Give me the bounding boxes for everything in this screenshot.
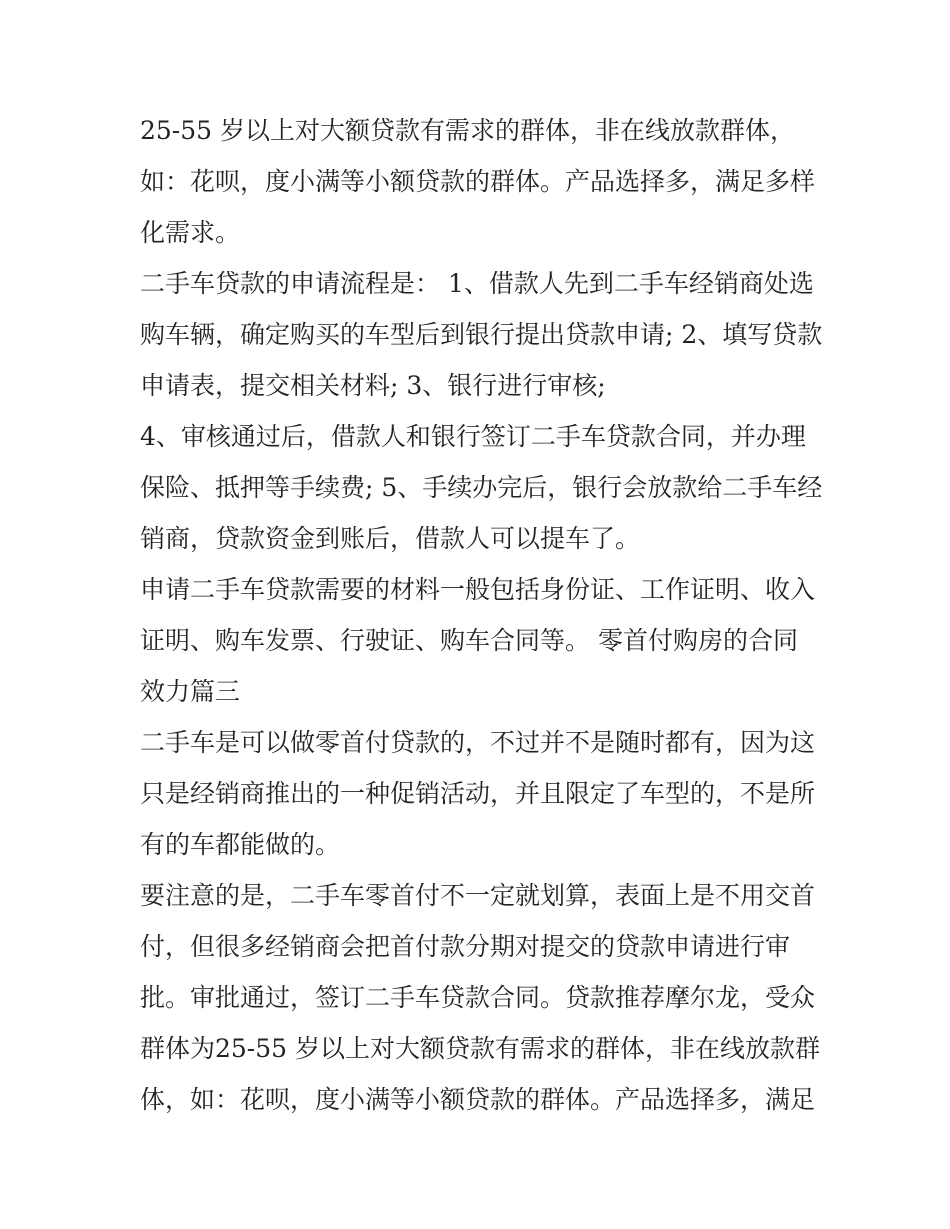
text-line: 4、审核通过后，借款人和银行签订二手车贷款合同，并办理 (140, 422, 806, 451)
text-line: 如：花呗，度小满等小额贷款的群体。产品选择多，满足多样 (140, 167, 816, 196)
text-line: 申请二手车贷款需要的材料一般包括身份证、工作证明、收入 (140, 575, 816, 604)
text-line: 要注意的是，二手车零首付不一定就划算，表面上是不用交首 (140, 881, 816, 910)
text-line: 购车辆，确定购买的车型后到银行提出贷款申请; 2、填写贷款 (140, 320, 823, 349)
text-line: 销商，贷款资金到账后，借款人可以提车了。 (140, 524, 641, 553)
text-line: 只是经销商推出的一种促销活动，并且限定了车型的，不是所 (140, 779, 816, 808)
text-line: 二手车贷款的申请流程是： 1、借款人先到二手车经销商处选 (140, 269, 814, 298)
text-line: 批。审批通过，签订二手车贷款合同。贷款推荐摩尔龙，受众 (140, 983, 816, 1012)
text-line: 体，如：花呗，度小满等小额贷款的群体。产品选择多，满足 (140, 1085, 816, 1114)
text-line: 保险、抵押等手续费; 5、手续办完后，银行会放款给二手车经 (140, 473, 823, 502)
text-line: 效力篇三 (140, 677, 241, 706)
text-line: 二手车是可以做零首付贷款的，不过并不是随时都有，因为这 (140, 728, 816, 757)
text-line: 付，但很多经销商会把首付款分期对提交的贷款申请进行审 (140, 932, 791, 961)
text-line: 申请表，提交相关材料; 3、银行进行审核; (140, 371, 606, 400)
text-line: 化需求。 (140, 218, 241, 247)
document-body (140, 105, 823, 1125)
text-line: 证明、购车发票、行驶证、购车合同等。 零首付购房的合同 (140, 626, 798, 655)
text-line: 有的车都能做的。 (140, 830, 341, 859)
text-line: 群体为25-55 岁以上对大额贷款有需求的群体，非在线放款群 (140, 1034, 821, 1063)
text-line: 25-55 岁以上对大额贷款有需求的群体，非在线放款群体， (140, 116, 796, 145)
